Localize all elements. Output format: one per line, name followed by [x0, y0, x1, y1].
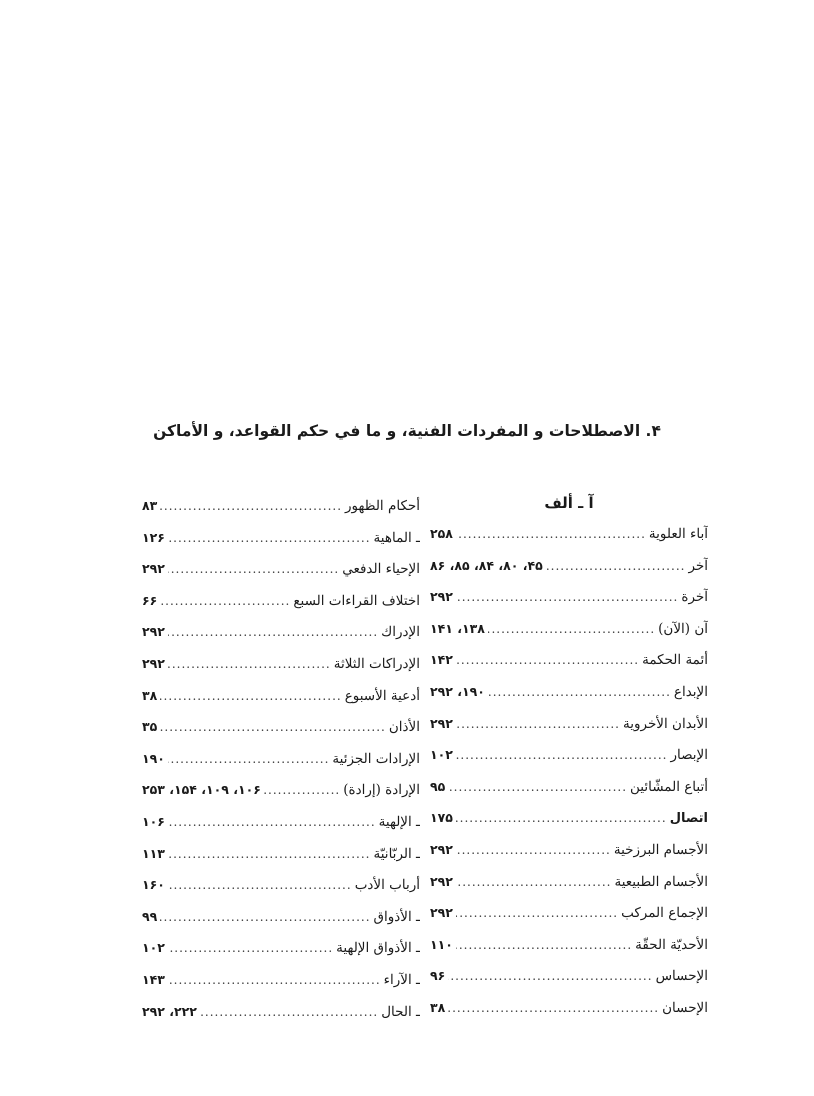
dot-leader: [488, 614, 655, 645]
page-numbers: ۳۸: [142, 687, 158, 703]
index-term: الأبدان الأخروية: [622, 715, 708, 732]
dot-leader: [546, 551, 686, 582]
dot-leader: [168, 870, 352, 901]
index-term: ـ الإلهية: [378, 813, 420, 830]
dot-leader: [168, 523, 371, 554]
page-numbers: ۱۷۵: [430, 810, 453, 826]
page-numbers: ۱۴۲: [430, 652, 453, 668]
dot-leader: [448, 772, 627, 803]
dot-leader: [456, 709, 620, 740]
index-entry: [430, 550, 708, 582]
page-numbers: ۱۶۰: [142, 877, 165, 893]
dot-leader: [160, 491, 342, 522]
page-numbers: ۳۸: [430, 999, 446, 1015]
index-term: الإحسان: [662, 999, 708, 1016]
index-term: اتصال: [669, 811, 708, 827]
dot-leader: [168, 933, 333, 964]
index-term: ـ الحال: [381, 1003, 420, 1020]
index-entry: [430, 897, 708, 929]
index-entry: [142, 806, 420, 838]
index-term: الأجسام الطبيعية: [614, 873, 708, 890]
dot-leader: [168, 649, 331, 680]
index-entry: [430, 802, 708, 834]
index-term: ـ الأذواق: [373, 908, 420, 925]
index-term: الأحديّة الحقّة: [635, 936, 708, 953]
index-term: آن (الآن): [658, 620, 708, 637]
page-numbers: ۱۰۶، ۱۰۹، ۱۵۴، ۲۵۳: [142, 782, 261, 798]
index-column-right: [430, 518, 708, 1024]
index-term: اختلاف القراءات السبع: [293, 592, 420, 609]
page-numbers: ۹۶: [430, 968, 446, 984]
dot-leader: [456, 582, 678, 613]
index-term: الإرادة (إرادة): [343, 782, 420, 799]
index-entry: [142, 932, 420, 964]
dot-leader: [160, 712, 386, 743]
index-entry: [430, 866, 708, 898]
index-term: الأذان: [388, 719, 420, 736]
dot-leader: [160, 586, 290, 617]
page-numbers: ۱۴۳: [142, 971, 165, 987]
dot-leader: [456, 645, 639, 676]
index-entry: [430, 613, 708, 645]
index-entry: [142, 996, 420, 1028]
dot-leader: [456, 740, 668, 771]
index-entry: [142, 616, 420, 648]
index-entry: [142, 901, 420, 933]
index-entry: [430, 992, 708, 1024]
page-numbers: ۱۰۲: [430, 747, 453, 763]
index-entry: [430, 644, 708, 676]
page-numbers: ۱۳۸، ۱۴۱: [430, 620, 485, 636]
section-title: ۴. الاصطلاحات و المفردات الفنية، و ما في حكم القواعد، و الأماكن: [153, 422, 661, 440]
index-entry: [430, 929, 708, 961]
dot-leader: [456, 930, 632, 961]
index-entry: [430, 771, 708, 803]
page-numbers: ۲۹۲: [142, 655, 165, 671]
page-numbers: ۱۲۶: [142, 529, 165, 545]
dot-leader: [168, 807, 376, 838]
dot-leader: [456, 867, 612, 898]
page-numbers: ۲۹۲: [142, 561, 165, 577]
index-entry: [142, 774, 420, 806]
index-term: آباء العلوية: [648, 526, 708, 542]
dot-leader: [456, 803, 667, 834]
dot-leader: [200, 997, 378, 1028]
index-entry: [142, 585, 420, 617]
column-heading-alef: آ ـ ألف: [544, 494, 594, 512]
dot-leader: [456, 519, 646, 550]
index-term: الإرادات الجزئية: [332, 750, 420, 767]
page-numbers: ۱۹۰، ۲۹۲: [430, 683, 485, 699]
index-entry: [430, 834, 708, 866]
index-entry: [430, 739, 708, 771]
page-numbers: ۲۵۸: [430, 526, 453, 541]
index-term: آخر: [688, 557, 708, 574]
dot-leader: [160, 681, 341, 712]
page-numbers: ۴۵، ۸۰، ۸۴، ۸۵، ۸۶: [430, 557, 543, 573]
dot-leader: [168, 965, 381, 996]
index-term: الإجماع المركب: [621, 905, 708, 922]
dot-leader: [168, 744, 330, 775]
index-term: ـ الربّانيّة: [373, 845, 420, 862]
index-entry: [142, 680, 420, 712]
page-numbers: ۶۶: [142, 592, 158, 608]
index-term: الإدراكات الثلاثة: [333, 655, 420, 672]
page-numbers: ۹۵: [430, 778, 446, 794]
index-entry: [430, 960, 708, 992]
page-numbers: ۲۲۲، ۲۹۲: [142, 1003, 197, 1019]
index-term: الإبداع: [673, 683, 708, 700]
page-numbers: ۲۹۲: [142, 624, 165, 640]
page-numbers: ۱۰۶: [142, 813, 165, 829]
page-numbers: ۸۳: [142, 498, 158, 513]
index-entry: [142, 964, 420, 996]
dot-leader: [264, 775, 340, 806]
index-entry: [142, 490, 420, 522]
page-numbers: ۲۹۲: [430, 841, 453, 857]
index-term: الإحياء الدفعي: [342, 561, 420, 578]
page-numbers: ۹۹: [142, 908, 158, 924]
dot-leader: [448, 961, 652, 992]
index-term: ـ الأذواق الإلهية: [336, 940, 420, 957]
dot-leader: [456, 898, 618, 929]
index-entry: [142, 553, 420, 585]
index-term: ـ الماهية: [373, 529, 420, 546]
index-term: أحكام الظهور: [345, 498, 420, 514]
index-entry: [142, 743, 420, 775]
index-entry: [142, 648, 420, 680]
dot-leader: [168, 839, 371, 870]
dot-leader: [160, 902, 370, 933]
index-term: أتباع المشّائين: [630, 778, 708, 795]
page-numbers: ۲۹۲: [430, 905, 453, 921]
page-numbers: ۱۱۳: [142, 845, 165, 861]
page-numbers: ۱۹۰: [142, 750, 165, 766]
dot-leader: [456, 835, 611, 866]
index-entry: [430, 581, 708, 613]
page-numbers: ۳۵: [142, 719, 158, 735]
dot-leader: [168, 554, 339, 585]
index-term: أئمة الحكمة: [642, 652, 708, 669]
index-term: الإدراك: [381, 624, 420, 641]
index-term: آخرة: [681, 589, 708, 606]
index-term: الأجسام البرزخية: [613, 841, 708, 858]
index-entry: [430, 676, 708, 708]
dot-leader: [448, 993, 659, 1024]
index-entry: [142, 522, 420, 554]
page-numbers: ۲۹۲: [430, 873, 453, 889]
index-term: أدعية الأسبوع: [344, 687, 420, 704]
index-term: الإبصار: [670, 747, 708, 764]
dot-leader: [488, 677, 671, 708]
index-term: الإحساس: [655, 968, 708, 985]
page-numbers: ۲۹۲: [430, 715, 453, 731]
index-column-left: [142, 490, 420, 1027]
index-term: أرباب الأدب: [354, 877, 420, 894]
page-numbers: ۱۰۲: [142, 940, 165, 956]
index-entry: [430, 518, 708, 550]
index-entry: [142, 838, 420, 870]
index-entry: [142, 869, 420, 901]
index-entry: [430, 708, 708, 740]
dot-leader: [168, 617, 378, 648]
page-numbers: ۲۹۲: [430, 589, 453, 605]
index-entry: [142, 711, 420, 743]
index-term: ـ الآراء: [383, 971, 420, 988]
page-numbers: ۱۱۰: [430, 936, 453, 952]
